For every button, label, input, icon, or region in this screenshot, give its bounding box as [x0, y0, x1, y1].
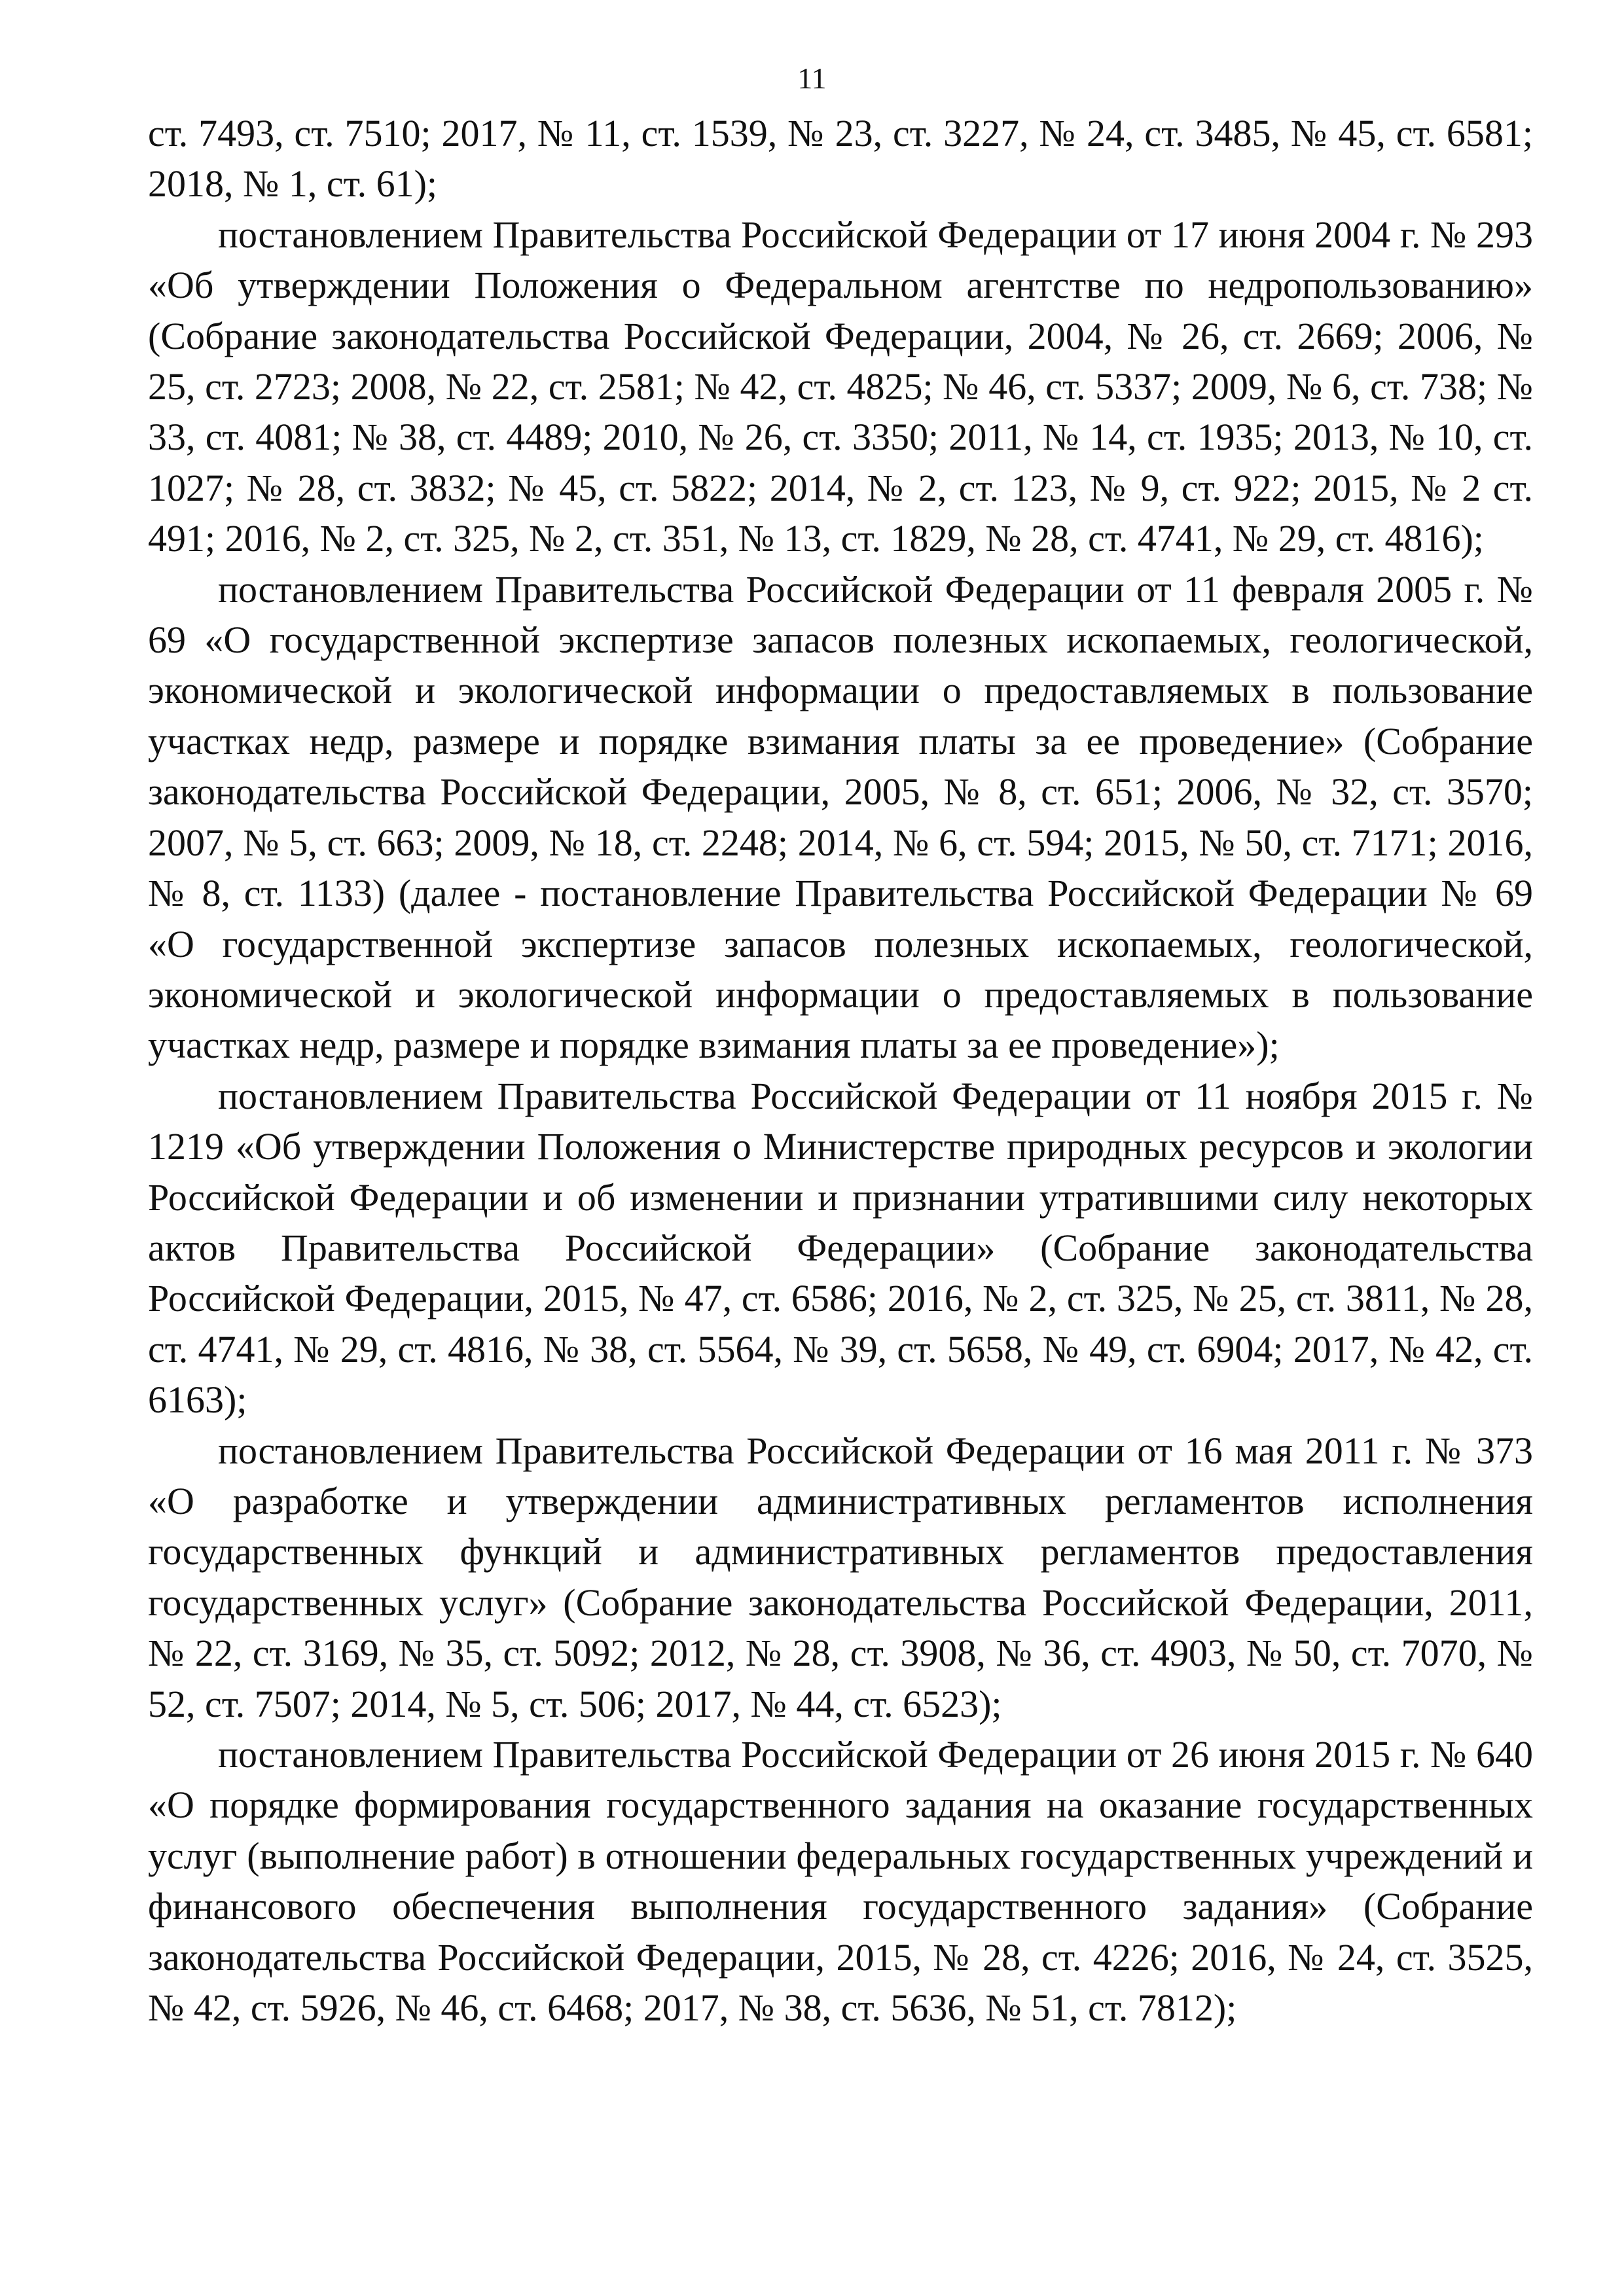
- paragraph-resolution-1219: постановлением Правительства Российской Федерации от 11 ноября 2015 г. № 1219 «Об утверждении Положения о Министерстве природных ресурсов и экологии Российской Федерации и об изменении и признании утратившими силу некоторых актов Правительства Российской Федерации» (Собрание законодательства Российской Федерации, 2015, № 47, ст. 6586; 2016, № 2, ст. 325, № 25, ст. 3811, № 28, ст. 4741, № 29, ст. 4816, № 38, ст. 5564, № 39, ст. 5658, № 49, ст. 6904; 2017, № 42, ст. 6163);: [148, 1074, 1533, 1422]
- paragraph-resolution-293: постановлением Правительства Российской Федерации от 17 июня 2004 г. № 293 «Об утверждении Положения о Федеральном агентстве по недропользованию» (Собрание законодательства Российской Федерации, 2004, № 26, ст. 2669; 2006, № 25, ст. 2723; 2008, № 22, ст. 2581; № 42, ст. 4825; № 46, ст. 5337; 2009, № 6, ст. 738; № 33, ст. 4081; № 38, ст. 4489; 2010, № 26, ст. 3350; 2011, № 14, ст. 1935; 2013, № 10, ст. 1027; № 28, ст. 3832; № 45, ст. 5822; 2014, № 2, ст. 123, № 9, ст. 922; 2015, № 2 ст. 491; 2016, № 2, ст. 325, № 2, ст. 351, № 13, ст. 1829, № 28, ст. 4741, № 29, ст. 4816);: [148, 213, 1533, 560]
- page-number: 11: [797, 62, 827, 95]
- paragraph-resolution-373: постановлением Правительства Российской Федерации от 16 мая 2011 г. № 373 «О разработке и утверждении административных регламентов исполнения государственных функций и административных регламентов предоставления государственных услуг» (Собрание законодательства Российской Федерации, 2011, № 22, ст. 3169, № 35, ст. 5092; 2012, № 28, ст. 3908, № 36, ст. 4903, № 50, ст. 7070, № 52, ст. 7507; 2014, № 5, ст. 506; 2017, № 44, ст. 6523);: [148, 1429, 1533, 1725]
- paragraph-resolution-69: постановлением Правительства Российской Федерации от 11 февраля 2005 г. № 69 «О государственной экспертизе запасов полезных ископаемых, геологической, экономической и экологической информации о предоставляемых в пользование участках недр, размере и порядке взимания платы за ее проведение» (Собрание законодательства Российской Федерации, 2005, № 8, ст. 651; 2006, № 32, ст. 3570; 2007, № 5, ст. 663; 2009, № 18, ст. 2248; 2014, № 6, ст. 594; 2015, № 50, ст. 7171; 2016, № 8, ст. 1133) (далее - постановление Правительства Российской Федерации № 69 «О государственной экспертизе запасов полезных ископаемых, геологической, экономической и экологической информации о предоставляемых в пользование участках недр, размере и порядке взимания платы за ее проведение»);: [148, 567, 1533, 1067]
- document-body: [148, 108, 1533, 2033]
- paragraph-continuation: ст. 7493, ст. 7510; 2017, № 11, ст. 1539, № 23, ст. 3227, № 24, ст. 3485, № 45, ст. 6581; 2018, № 1, ст. 61);: [148, 112, 1533, 206]
- paragraph-resolution-640: постановлением Правительства Российской Федерации от 26 июня 2015 г. № 640 «О порядке формирования государственного задания на оказание государственных услуг (выполнение работ) в отношении федеральных государственных учреждений и финансового обеспечения выполнения государственного задания» (Собрание законодательства Российской Федерации, 2015, № 28, ст. 4226; 2016, № 24, ст. 3525, № 42, ст. 5926, № 46, ст. 6468; 2017, № 38, ст. 5636, № 51, ст. 7812);: [148, 1733, 1533, 2030]
